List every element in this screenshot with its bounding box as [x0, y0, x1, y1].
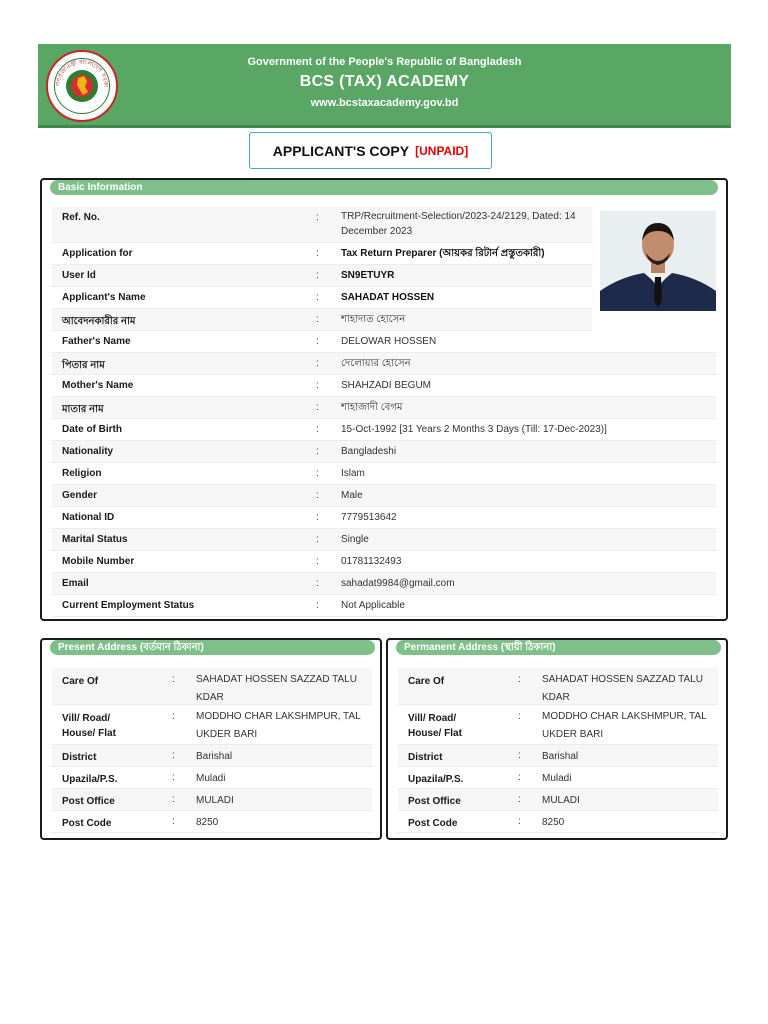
address-value: MODDHO CHAR LAKSHMPUR, TAL UKDER BARI [196, 711, 361, 740]
address-row [398, 745, 718, 767]
field-label: মাতার নাম [62, 404, 104, 415]
basic-info-row [52, 529, 716, 551]
address-row [398, 789, 718, 811]
field-value: Islam [341, 468, 365, 479]
field-separator: : [172, 794, 175, 805]
field-label: User Id [62, 270, 96, 281]
field-label: Current Employment Status [62, 600, 195, 611]
basic-info-row [52, 507, 716, 529]
academy-title: BCS (TAX) ACADEMY [299, 73, 470, 90]
applicant-photo [600, 211, 716, 311]
page-header [38, 44, 731, 128]
basic-info-row [52, 309, 592, 331]
field-label: আবেদনকারীর নাম [62, 316, 136, 327]
field-value: SAHADAT HOSSEN [341, 292, 435, 303]
address-label: District [408, 752, 443, 763]
field-value: 7779513642 [341, 512, 397, 523]
address-value: SAHADAT HOSSEN SAZZAD TALU KDAR [196, 674, 357, 703]
field-value: TRP/Recruitment-Selection/2023-24/2129, Dated: 14 December 2023 [341, 211, 576, 237]
website-url[interactable]: www.bcstaxacademy.gov.bd [310, 97, 459, 109]
field-separator: : [316, 468, 319, 479]
field-value: SN9ETUYR [341, 270, 395, 281]
field-separator: : [172, 816, 175, 827]
field-value: Male [341, 490, 363, 501]
basic-information-panel [40, 178, 728, 621]
basic-info-row [52, 485, 716, 507]
applicant-copy-banner [249, 132, 492, 169]
address-value: SAHADAT HOSSEN SAZZAD TALU KDAR [542, 674, 703, 703]
field-separator: : [518, 750, 521, 761]
field-separator: : [316, 512, 319, 523]
field-separator: : [316, 424, 319, 435]
field-separator: : [172, 674, 175, 685]
address-label: Vill/ Road/ House/ Flat [408, 713, 462, 739]
field-label: Mother's Name [62, 380, 134, 391]
basic-info-row [52, 375, 716, 397]
present-address-panel [40, 638, 382, 840]
field-value: Not Applicable [341, 600, 405, 611]
field-value: শাহাদাত হোসেন [341, 314, 406, 325]
field-separator: : [316, 490, 319, 501]
field-separator: : [316, 270, 319, 281]
copy-title: APPLICANT'S COPY [272, 142, 410, 159]
field-separator: : [316, 292, 319, 303]
field-separator: : [316, 556, 319, 567]
address-label: Post Office [62, 796, 115, 807]
address-value: Muladi [196, 773, 226, 784]
basic-info-row [52, 551, 716, 573]
permanent-address-table [398, 668, 718, 833]
field-value: DELOWAR HOSSEN [341, 336, 437, 347]
address-row [398, 705, 718, 745]
field-label: Application for [62, 248, 133, 259]
address-label: Post Code [408, 818, 458, 829]
address-value: Barishal [542, 751, 579, 762]
field-value: Single [341, 534, 369, 545]
address-row [52, 668, 372, 705]
basic-information-title: Basic Information [50, 180, 718, 195]
address-label: Care Of [408, 676, 445, 687]
field-label: পিতার নাম [62, 360, 105, 371]
address-value: Barishal [196, 751, 233, 762]
address-value: Muladi [542, 773, 572, 784]
basic-info-row [52, 243, 592, 265]
basic-info-row [52, 573, 716, 595]
address-label: Upazila/P.S. [62, 774, 118, 785]
address-row [52, 811, 372, 833]
permanent-address-title: Permanent Address (স্থায়ী ঠিকানা) [396, 640, 721, 655]
field-separator: : [316, 578, 319, 589]
address-row [52, 767, 372, 789]
field-value: 01781132493 [341, 556, 402, 567]
field-separator: : [316, 380, 319, 391]
address-label: Care Of [62, 676, 99, 687]
field-label: Marital Status [62, 534, 128, 545]
basic-info-row [52, 353, 716, 375]
field-separator: : [316, 534, 319, 545]
address-value: MULADI [196, 795, 234, 806]
address-label: Post Office [408, 796, 461, 807]
basic-info-row [52, 595, 716, 617]
field-separator: : [316, 212, 319, 223]
field-separator: : [316, 336, 319, 347]
address-label: Upazila/P.S. [408, 774, 464, 785]
field-value: sahadat9984@gmail.com [341, 578, 455, 589]
address-label: District [62, 752, 97, 763]
field-separator: : [518, 794, 521, 805]
field-separator: : [172, 750, 175, 761]
field-separator: : [316, 314, 319, 325]
basic-info-row [52, 419, 716, 441]
field-label: Gender [62, 490, 98, 501]
field-label: Date of Birth [62, 424, 122, 435]
field-separator: : [518, 674, 521, 685]
field-label: National ID [62, 512, 115, 523]
field-label: Email [62, 578, 89, 589]
basic-info-row [52, 463, 716, 485]
field-separator: : [316, 600, 319, 611]
field-separator: : [172, 772, 175, 783]
field-label: Religion [62, 468, 102, 479]
payment-status-badge: [UNPAID] [415, 143, 469, 158]
field-separator: : [316, 248, 319, 259]
address-value: MODDHO CHAR LAKSHMPUR, TAL UKDER BARI [542, 711, 707, 740]
field-label: Applicant's Name [62, 292, 146, 303]
field-label: Ref. No. [62, 212, 100, 223]
field-value: Tax Return Preparer (আয়কর রিটার্ন প্রস্তুতকারী) [341, 248, 545, 259]
field-separator: : [316, 446, 319, 457]
field-value: SHAHZADI BEGUM [341, 380, 432, 391]
address-value: MULADI [542, 795, 580, 806]
field-separator: : [172, 711, 175, 722]
field-label: Father's Name [62, 336, 131, 347]
field-separator: : [518, 772, 521, 783]
field-value: দেলোয়ার হোসেন [341, 358, 411, 369]
field-label: Mobile Number [62, 556, 135, 567]
field-separator: : [316, 358, 319, 369]
address-row [398, 811, 718, 833]
basic-info-row [52, 331, 716, 353]
basic-info-row [52, 207, 592, 243]
field-value: Bangladeshi [341, 446, 397, 457]
address-value: 8250 [196, 817, 219, 828]
field-separator: : [316, 402, 319, 413]
address-label: Post Code [62, 818, 112, 829]
field-separator: : [518, 816, 521, 827]
field-value: 15-Oct-1992 [31 Years 2 Months 3 Days (Till: 17-Dec-2023)] [341, 424, 607, 435]
basic-info-row [52, 265, 592, 287]
address-label: Vill/ Road/ House/ Flat [62, 713, 116, 739]
present-address-table [52, 668, 372, 833]
address-value: 8250 [542, 817, 565, 828]
address-row [398, 668, 718, 705]
address-row [52, 745, 372, 767]
basic-info-row [52, 287, 592, 309]
address-row [398, 767, 718, 789]
address-row [52, 789, 372, 811]
government-title: Government of the People's Republic of Bangladesh [247, 56, 522, 68]
basic-info-row [52, 441, 716, 463]
field-separator: : [518, 711, 521, 722]
basic-info-row [52, 397, 716, 419]
permanent-address-panel [386, 638, 728, 840]
address-row [52, 705, 372, 745]
present-address-title: Present Address (বর্তমান ঠিকানা) [50, 640, 375, 655]
seal-text: গণপ্রজাতন্ত্রী বাংলাদেশ সরকা [54, 58, 110, 88]
field-value: শাহাজাদী বেগম [341, 402, 403, 413]
field-label: Nationality [62, 446, 114, 457]
